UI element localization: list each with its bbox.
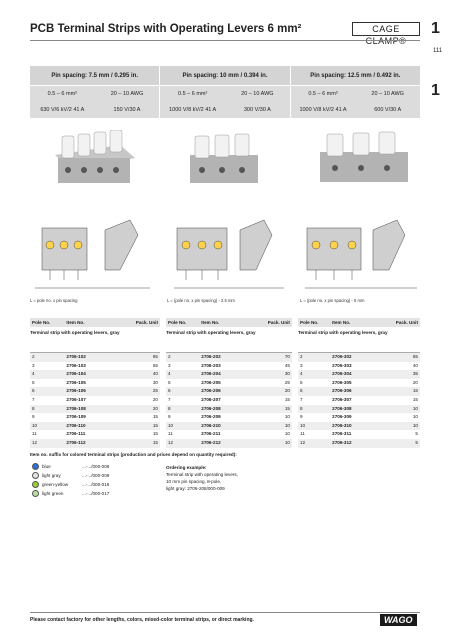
pole-count: 5 [168,379,171,385]
column-header: Item No. [66,320,85,325]
table-row [298,405,420,414]
table-row [298,379,420,388]
pack-unit: 15 [412,388,418,394]
spec-wire-size: 0.5 – 6 mm² [308,91,338,97]
color-suffix: ...-.../000-017 [82,491,110,496]
spec-wire-size: 0.5 – 6 mm² [177,91,208,97]
pack-unit: 15 [152,414,158,420]
item-number: 2706-302 [332,354,352,359]
pack-unit: 40 [152,371,158,377]
pack-unit: 15 [152,422,158,428]
item-number: 2706-303 [332,362,352,368]
table-row [298,370,420,379]
spec-heading: Pin spacing: 7.5 mm / 0.295 in. [30,66,159,86]
dimension-caption: L = pole no. x pin spacing [30,298,78,303]
brand-badge: CAGE CLAMP® [352,22,420,36]
dimension-drawing-7-5mm [30,210,160,295]
column-header: Pole No. [300,320,319,325]
item-number: 2706-104 [66,371,86,377]
dimension-caption: L = (pole no. x pin spacing) - 2.5 mm [167,298,235,303]
column-header: Pack. Unit [395,320,418,325]
table-row [166,439,292,448]
item-number: 2706-202 [201,354,221,359]
pack-unit: 25 [284,379,290,385]
column-header: Pole No. [32,320,51,325]
pack-unit: 40 [412,362,418,368]
item-number: 2706-111 [66,431,86,437]
item-number: 2706-212 [201,439,221,445]
item-number: 2706-103 [66,362,86,368]
product-photo-12-5mm [315,130,415,190]
pole-count: 3 [32,362,35,368]
table-row [298,413,420,422]
table-row [30,379,160,388]
pack-unit: 10 [284,439,290,445]
table-header [298,318,420,327]
pack-unit: 30 [284,371,290,377]
table-row [30,439,160,448]
table-row [298,353,420,362]
pack-unit: 10 [412,422,418,428]
item-number: 2706-209 [201,414,221,420]
item-number: 2706-306 [332,388,352,394]
table-row [298,362,420,371]
table-row [166,353,292,362]
item-number: 2706-311 [332,431,352,437]
pole-count: 2 [300,354,303,359]
spec-column [160,66,290,118]
pole-count: 9 [300,414,303,420]
color-row [30,462,150,471]
item-number: 2706-106 [66,388,86,394]
table-row [30,387,160,396]
spec-rating-ul: 300 V/30 A [243,107,271,113]
pack-unit: 55 [152,362,158,368]
table-row [166,370,292,379]
spec-awg: 20 – 10 AWG [110,91,144,97]
pole-count: 2 [168,354,171,359]
table-row [166,396,292,405]
table-row [30,430,160,439]
pole-count: 5 [32,379,35,385]
item-number: 2706-205 [201,379,221,385]
table-row [298,387,420,396]
section-number-secondary: 1 [431,82,440,99]
pack-unit: 10 [284,422,290,428]
table-row [166,430,292,439]
pole-count: 5 [300,379,303,385]
table-row [30,422,160,431]
item-number: 2706-102 [66,354,86,359]
pole-count: 8 [300,405,303,411]
table-subtitle: Terminal strip with operating levers, gray [30,327,160,353]
pack-unit: 20 [284,388,290,394]
item-table-7-5mm [30,318,160,468]
pole-count: 7 [168,396,171,402]
pole-count: 12 [168,439,174,445]
item-number: 2706-203 [201,362,221,368]
table-row [166,413,292,422]
item-number: 2706-110 [66,422,86,428]
color-suffix: ...-.../000-006 [82,464,110,469]
pack-unit: 65 [412,354,418,359]
table-subtitle: Terminal strip with operating levers, gray [298,327,420,353]
wago-logo: WAGO [380,614,417,626]
pole-count: 12 [300,439,306,445]
spec-table [30,66,420,118]
item-number: 2706-112 [66,439,86,445]
table-row [166,379,292,388]
pole-count: 6 [300,388,303,394]
section-number: 1 [431,20,440,37]
pack-unit: 45 [284,362,290,368]
ordering-example-line: Terminal strip with operating levers, [166,472,238,477]
spec-rating-ul: 150 V/30 A [113,107,141,113]
pack-unit: 15 [152,439,158,445]
spec-awg: 20 – 10 AWG [241,91,274,97]
item-number: 2706-304 [332,371,352,377]
spec-rating-ul: 600 V/30 A [374,107,402,113]
item-number: 2706-207 [201,396,221,402]
item-number: 2706-307 [332,396,352,402]
color-swatch [32,481,39,488]
dimension-drawing-10mm [172,210,292,295]
item-number: 2706-204 [201,371,221,377]
pack-unit: 10 [284,414,290,420]
pack-unit: 15 [412,396,418,402]
pack-unit: 15 [284,396,290,402]
table-row [30,413,160,422]
table-row [30,353,160,362]
pack-unit: 10 [284,431,290,437]
table-row [30,370,160,379]
ordering-example [166,464,238,492]
spec-column [30,66,160,118]
ordering-example-heading: Ordering example: [166,465,207,470]
pole-count: 9 [32,414,35,420]
pack-unit: 20 [412,379,418,385]
spec-heading: Pin spacing: 10 mm / 0.394 in. [160,66,289,86]
table-row [166,362,292,371]
item-number: 2706-206 [201,388,221,394]
header-rule [30,40,420,41]
table-row [166,422,292,431]
column-header: Item No. [332,320,351,325]
ordering-example-line: 10 mm pin spacing, 8-pole, [166,479,222,484]
color-name: green-yellow [42,482,69,487]
item-number: 2706-107 [66,396,86,402]
product-photo-7-5mm [50,130,140,190]
item-number: 2706-210 [201,422,221,428]
pack-unit: 10 [412,405,418,411]
table-row [166,405,292,414]
spec-awg: 20 – 10 AWG [371,91,404,97]
item-number: 2706-109 [66,414,86,420]
table-row [298,430,420,439]
table-subtitle: Terminal strip with operating levers, gray [166,327,292,353]
spec-rating-iec: 630 V/6 kV/2 41 A [40,107,85,113]
table-header [30,318,160,327]
color-suffix-note: Item no. suffix for colored terminal strips (production and prices depend on quantity required): [30,452,237,457]
table-header [166,318,292,327]
color-swatch [32,463,39,470]
item-table-10mm [166,318,292,468]
pole-count: 4 [300,371,303,377]
pole-count: 9 [168,414,171,420]
pack-unit: 70 [284,354,290,359]
item-number: 2706-312 [332,439,352,445]
pole-count: 8 [32,405,35,411]
pack-unit: 35 [412,371,418,377]
item-number: 2706-108 [66,405,86,411]
color-name: blue [42,464,51,469]
pack-unit: 5 [415,431,418,437]
item-number: 2706-305 [332,379,352,385]
pole-count: 12 [32,439,38,445]
color-suffix-list [30,462,150,498]
pack-unit: 20 [152,405,158,411]
table-row [298,422,420,431]
pole-count: 10 [300,422,306,428]
pack-unit: 10 [412,414,418,420]
pole-count: 2 [32,354,35,359]
pole-count: 7 [300,396,303,402]
spec-wire-size: 0.5 – 6 mm² [47,91,77,97]
pole-count: 4 [32,371,35,377]
table-row [166,387,292,396]
color-swatch [32,472,39,479]
column-header: Pack. Unit [267,320,290,325]
pole-count: 11 [32,431,37,437]
item-number: 2706-308 [332,405,352,411]
color-suffix: ...-.../000-016 [82,482,110,487]
color-name: light gray [42,473,61,478]
column-header: Pole No. [168,320,187,325]
pole-count: 6 [32,388,35,394]
footer-note: Please contact factory for other lengths, colors, mixed-color terminal strips, or direct marking. [30,617,254,623]
section-subnumber: 111 [433,48,443,54]
spec-rating-iec: 1000 V/8 kV/2 41 A [169,107,217,113]
pack-unit: 15 [284,405,290,411]
spec-rating-iec: 1000 V/8 kV/2 41 A [299,107,347,113]
item-number: 2706-310 [332,422,352,428]
item-number: 2706-309 [332,414,352,420]
item-table-12-5mm [298,318,420,468]
table-row [298,439,420,448]
spec-heading: Pin spacing: 12.5 mm / 0.492 in. [291,66,420,86]
column-header: Item No. [201,320,220,325]
pole-count: 10 [32,422,38,428]
color-row [30,471,150,480]
footer-rule [30,612,420,613]
pack-unit: 15 [152,431,158,437]
item-number: 2706-105 [66,379,86,385]
color-swatch [32,490,39,497]
pole-count: 3 [300,362,303,368]
pole-count: 10 [168,422,174,428]
color-name: light green [42,491,64,496]
pole-count: 11 [300,431,305,437]
ordering-example-line: light gray: 2706-208/000-009 [166,486,225,491]
color-row [30,480,150,489]
table-row [298,396,420,405]
pole-count: 6 [168,388,171,394]
pack-unit: 25 [152,388,158,394]
pole-count: 8 [168,405,171,411]
item-number: 2706-211 [201,431,221,437]
column-header: Pack. Unit [135,320,158,325]
item-number: 2706-208 [201,405,221,411]
color-row [30,489,150,498]
pole-count: 7 [32,396,35,402]
table-row [30,405,160,414]
pack-unit: 5 [415,439,418,445]
pole-count: 11 [168,431,173,437]
pack-unit: 85 [152,354,158,359]
spec-column [291,66,420,118]
dimension-drawing-12-5mm [305,210,425,295]
table-row [30,396,160,405]
product-photo-10mm [185,130,265,190]
pole-count: 4 [168,371,171,377]
pole-count: 3 [168,362,171,368]
color-suffix: ...-.../000-009 [82,473,110,478]
table-row [30,362,160,371]
pack-unit: 20 [152,396,158,402]
pack-unit: 30 [152,379,158,385]
page-title: PCB Terminal Strips with Operating Levers 6 mm² [30,23,302,35]
dimension-caption: L = (pole no. x pin spacing) - 5 mm [300,298,365,303]
